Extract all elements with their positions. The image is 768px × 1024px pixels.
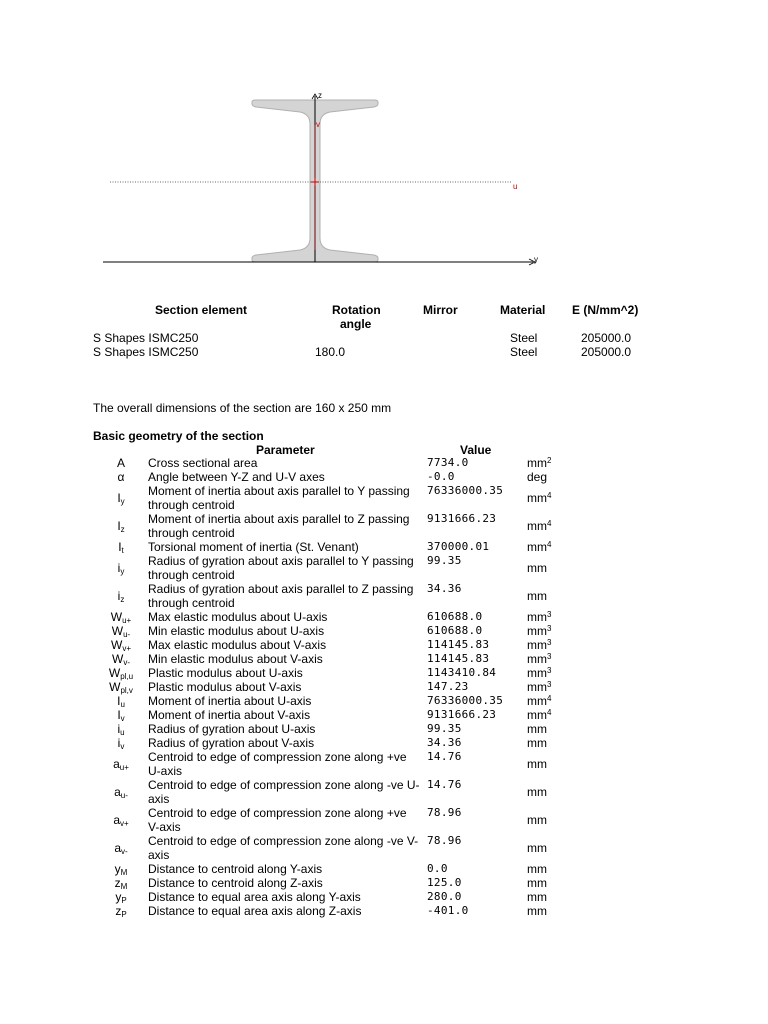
geometry-symbol: $i_u$ <box>117 722 125 737</box>
geometry-description: Plastic modulus about U-axis <box>148 666 303 680</box>
geometry-unit: mm <box>527 736 547 750</box>
geometry-unit: $mm^4$ <box>527 694 552 708</box>
header-e: E (N/mm^2) <box>572 303 639 317</box>
element-row-2-rotation: 180.0 <box>315 345 346 359</box>
geometry-value: 1143410.84 <box>427 666 497 679</box>
geometry-value: 99.35 <box>427 554 462 567</box>
geometry-value: 7734.0 <box>427 456 469 469</box>
geometry-value: 114145.83 <box>427 638 490 651</box>
geometry-unit: mm <box>527 813 547 827</box>
geometry-symbol: $W_{u+}$ <box>110 610 132 625</box>
basic-geometry-title: Basic geometry of the section <box>93 429 264 443</box>
geometry-unit: mm <box>527 862 547 876</box>
geometry-symbol: $W_{v-}$ <box>112 652 130 667</box>
geometry-value: 76336000.35 <box>427 484 504 497</box>
geometry-description: Distance to equal area axis along Y-axis <box>148 890 361 904</box>
geometry-description: Centroid to edge of compression zone along -ve U-axis <box>148 778 420 806</box>
geometry-symbol: α <box>117 470 125 484</box>
geometry-description: Moment of inertia about U-axis <box>148 694 312 708</box>
geometry-symbol: $W_{pl,u}$ <box>108 666 134 681</box>
geometry-symbol: $z_P$ <box>115 904 127 919</box>
geometry-unit: $mm^4$ <box>527 519 552 533</box>
geometry-unit: mm <box>527 561 547 575</box>
geometry-description: Min elastic modulus about U-axis <box>148 624 325 638</box>
header-material: Material <box>500 303 546 317</box>
geometry-description: Centroid to edge of compression zone along +ve U-axis <box>148 750 407 778</box>
geometry-value: 34.36 <box>427 582 462 595</box>
geometry-unit: $mm^4$ <box>527 491 552 505</box>
element-row-1-e: 205000.0 <box>581 331 632 345</box>
geometry-value: 370000.01 <box>427 540 490 553</box>
geometry-unit: mm <box>527 589 547 603</box>
geometry-symbol: $a_{u-}$ <box>114 785 128 800</box>
geometry-description: Radius of gyration about axis parallel to Y passing through centroid <box>148 554 414 582</box>
geometry-description: Max elastic modulus about U-axis <box>148 610 328 624</box>
geometry-description: Radius of gyration about V-axis <box>148 736 315 750</box>
geometry-symbol: $I_z$ <box>117 519 125 534</box>
section-diagram <box>0 0 768 290</box>
geometry-description: Angle between Y-Z and U-V axes <box>148 470 325 484</box>
geometry-unit: $mm^3$ <box>527 624 552 638</box>
element-row-1-material: Steel <box>510 331 538 345</box>
element-row-1-name: S Shapes ISMC250 <box>93 331 199 345</box>
geometry-symbol: $I_u$ <box>117 694 125 709</box>
geometry-value: 0.0 <box>427 862 448 875</box>
geometry-symbol: $W_{u-}$ <box>111 624 131 639</box>
y-axis-label: y <box>534 255 538 264</box>
geometry-symbol: A <box>116 456 125 470</box>
geometry-description: Radius of gyration about axis parallel to Z passing through centroid <box>148 582 414 610</box>
u-axis-label: u <box>513 182 518 191</box>
geometry-unit: mm <box>527 841 547 855</box>
geometry-unit: mm <box>527 722 547 736</box>
geometry-value: 9131666.23 <box>427 512 497 525</box>
geometry-description: Plastic modulus about V-axis <box>148 680 302 694</box>
geometry-description: Min elastic modulus about V-axis <box>148 652 323 666</box>
geometry-unit: mm <box>527 904 547 918</box>
header-rotation-angle: angle <box>340 317 372 331</box>
geometry-symbol: $a_{v-}$ <box>114 841 128 856</box>
geometry-unit: mm <box>527 876 547 890</box>
geometry-value: 280.0 <box>427 890 462 903</box>
geometry-unit: $mm^4$ <box>527 708 552 722</box>
value-header: Value <box>460 443 492 457</box>
geometry-unit: mm <box>527 890 547 904</box>
header-section-element: Section element <box>155 303 248 317</box>
element-row-2-material: Steel <box>510 345 538 359</box>
geometry-symbol: $W_{v+}$ <box>111 638 131 653</box>
geometry-description: Torsional moment of inertia (St. Venant) <box>148 540 359 554</box>
geometry-description: Distance to centroid along Z-axis <box>148 876 323 890</box>
geometry-description: Distance to equal area axis along Z-axis <box>148 904 362 918</box>
geometry-value: 610688.0 <box>427 624 483 637</box>
geometry-unit: $mm^3$ <box>527 652 552 666</box>
geometry-description: Moment of inertia about axis parallel to Y passing through centroid <box>148 484 410 512</box>
geometry-value: 114145.83 <box>427 652 490 665</box>
geometry-symbol: $i_z$ <box>117 589 125 604</box>
geometry-symbol: $I_v$ <box>117 708 125 723</box>
geometry-value: -0.0 <box>427 470 455 483</box>
geometry-description: Moment of inertia about axis parallel to Z passing through centroid <box>148 512 410 540</box>
geometry-symbol: $I_t$ <box>118 540 124 555</box>
geometry-description: Centroid to edge of compression zone along +ve V-axis <box>148 806 407 834</box>
geometry-symbol: $a_{v+}$ <box>113 813 129 828</box>
geometry-value: 147.23 <box>427 680 469 693</box>
element-row-2-name: S Shapes ISMC250 <box>93 345 199 359</box>
geometry-value: 610688.0 <box>427 610 483 623</box>
geometry-value: 9131666.23 <box>427 708 497 721</box>
geometry-unit: $mm^3$ <box>527 666 552 680</box>
geometry-description: Radius of gyration about U-axis <box>148 722 316 736</box>
geometry-description: Cross sectional area <box>148 456 258 470</box>
geometry-symbol: $W_{pl,v}$ <box>109 680 133 695</box>
geometry-symbol: $y_M$ <box>114 862 128 877</box>
v-axis-label: v <box>316 120 320 129</box>
geometry-description: Centroid to edge of compression zone along -ve V-axis <box>148 834 419 862</box>
geometry-value: 34.36 <box>427 736 462 749</box>
geometry-unit: $mm^2$ <box>527 456 552 470</box>
geometry-value: 125.0 <box>427 876 462 889</box>
geometry-value: -401.0 <box>427 904 469 917</box>
geometry-symbol: $i_y$ <box>117 561 125 576</box>
geometry-unit: $mm^3$ <box>527 610 552 624</box>
geometry-symbol: $a_{u+}$ <box>113 757 129 772</box>
geometry-symbol: $y_P$ <box>115 890 127 905</box>
geometry-value: 78.96 <box>427 834 462 847</box>
geometry-symbol: $i_v$ <box>117 736 125 751</box>
geometry-unit: deg <box>527 470 548 484</box>
geometry-description: Distance to centroid along Y-axis <box>148 862 323 876</box>
geometry-unit: $mm^4$ <box>527 540 552 554</box>
z-axis-label: z <box>318 91 322 100</box>
parameter-header: Parameter <box>256 443 315 457</box>
geometry-unit: $mm^3$ <box>527 680 552 694</box>
geometry-value: 14.76 <box>427 778 462 791</box>
geometry-value: 76336000.35 <box>427 694 504 707</box>
geometry-value: 78.96 <box>427 806 462 819</box>
geometry-value: 14.76 <box>427 750 462 763</box>
header-rotation: Rotation <box>332 303 381 317</box>
geometry-description: Moment of inertia about V-axis <box>148 708 311 722</box>
geometry-unit: mm <box>527 785 547 799</box>
element-row-2-e: 205000.0 <box>581 345 632 359</box>
geometry-symbol: $z_M$ <box>114 876 128 891</box>
geometry-symbol: $I_y$ <box>117 491 125 506</box>
header-mirror: Mirror <box>423 303 458 317</box>
geometry-value: 99.35 <box>427 722 462 735</box>
geometry-description: Max elastic modulus about V-axis <box>148 638 327 652</box>
geometry-unit: mm <box>527 757 547 771</box>
overall-dimensions-text: The overall dimensions of the section are 160 x 250 mm <box>93 401 392 415</box>
geometry-unit: $mm^3$ <box>527 638 552 652</box>
